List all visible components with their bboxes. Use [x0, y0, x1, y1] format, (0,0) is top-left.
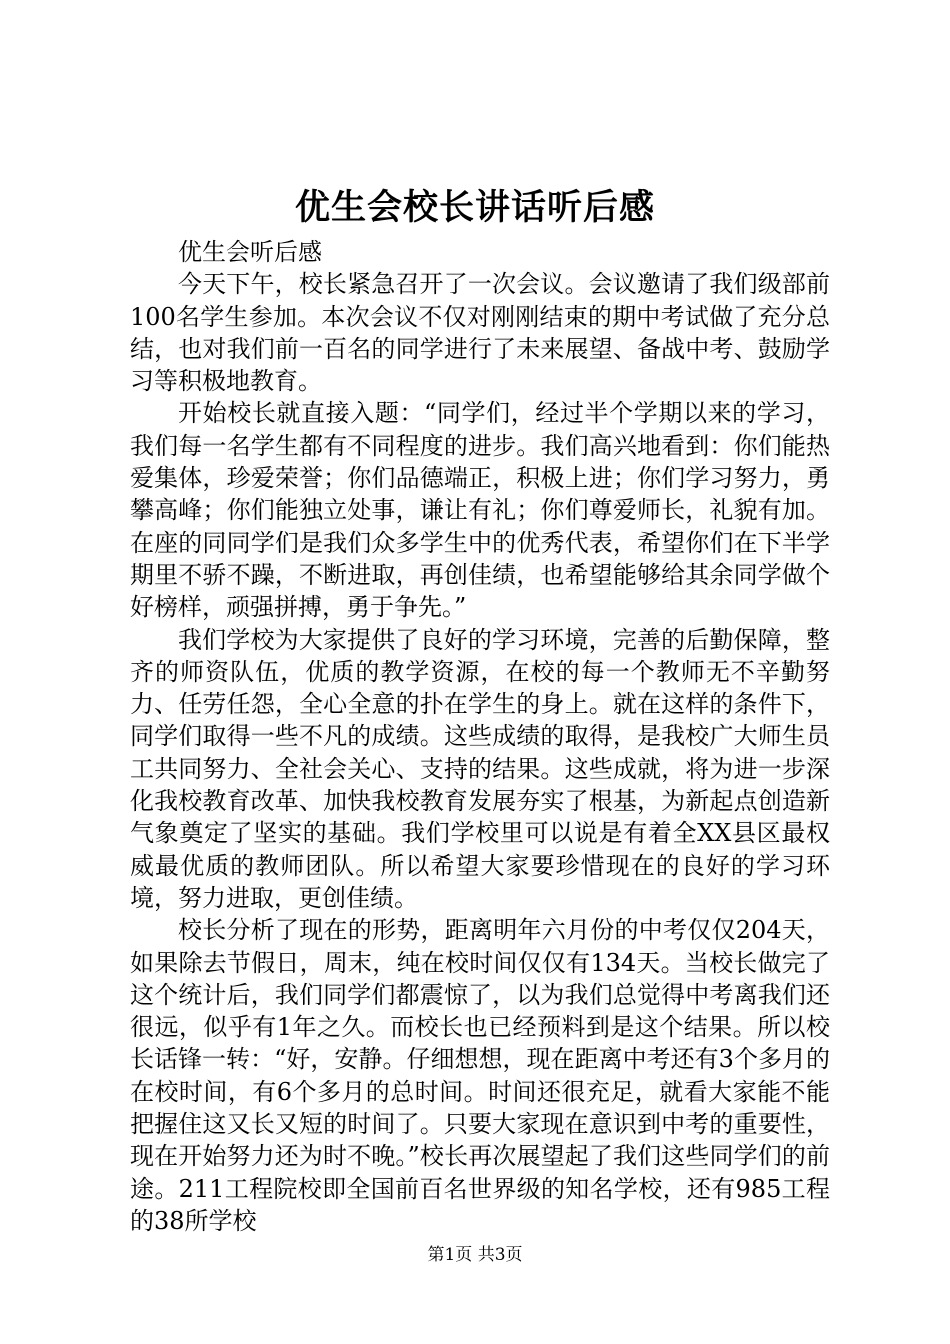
paragraph: 开始校长就直接入题：“同学们，经过半个学期以来的学习，我们每一名学生都有不同程度的进步。我们高兴地看到：你们能热爱集体，珍爱荣誉；你们品德端正，积极上进；你们学习努力，勇攀高峰；你们能独立处事，谦让有礼；你们尊爱师长，礼貌有加。在座的同同学们是我们众多学生中的优秀代表，希望你们在下半学期里不骄不躁，不断进取，再创佳绩，也希望能够给其余同学做个好榜样，顽强拼搏，勇于争先。”: [130, 399, 830, 622]
paragraph: 今天下午，校长紧急召开了一次会议。会议邀请了我们级部前100名学生参加。本次会议不仅对刚刚结束的期中考试做了充分总结，也对我们前一百名的同学进行了未来展望、备战中考、鼓励学习等积极地教育。: [130, 270, 830, 396]
document-body: [130, 236, 830, 1237]
paragraph-subtitle: 优生会听后感: [178, 238, 322, 266]
page-number-footer: 第1页 共3页: [427, 1245, 523, 1265]
paragraph: 我们学校为大家提供了良好的学习环境，完善的后勤保障，整齐的师资队伍，优质的教学资源，在校的每一个教师无不辛勤努力、任劳任怨，全心全意的扑在学生的身上。就在这样的条件下，同学们取得一些不凡的成绩。这些成绩的取得，是我校广大师生员工共同努力、全社会关心、支持的结果。这些成就，将为进一步深化我校教育改革、加快我校教育发展夯实了根基，为新起点创造新气象奠定了坚实的基础。我们学校里可以说是有着全XX县区最权威最优质的教师团队。所以希望大家要珍惜现在的良好的学习环境，努力进取，更创佳绩。: [130, 625, 830, 912]
document-title: 优生会校长讲话听后感: [294, 187, 655, 228]
paragraph: 校长分析了现在的形势，距离明年六月份的中考仅仅204天，如果除去节假日，周末，纯在校时间仅仅有134天。当校长做完了这个统计后，我们同学们都震惊了，以为我们总觉得中考离我们还很远，似乎有1年之久。而校长也已经预料到是这个结果。所以校长话锋一转：“好，安静。仔细想想，现在距离中考还有3个多月的在校时间，有6个多月的总时间。时间还很充足，就看大家能不能把握住这又长又短的时间了。只要大家现在意识到中考的重要性，现在开始努力还为时不晚。”校长再次展望起了我们这些同学们的前途。211工程院校即全国前百名世界级的知名学校，还有985工程的38所学校: [130, 916, 830, 1235]
